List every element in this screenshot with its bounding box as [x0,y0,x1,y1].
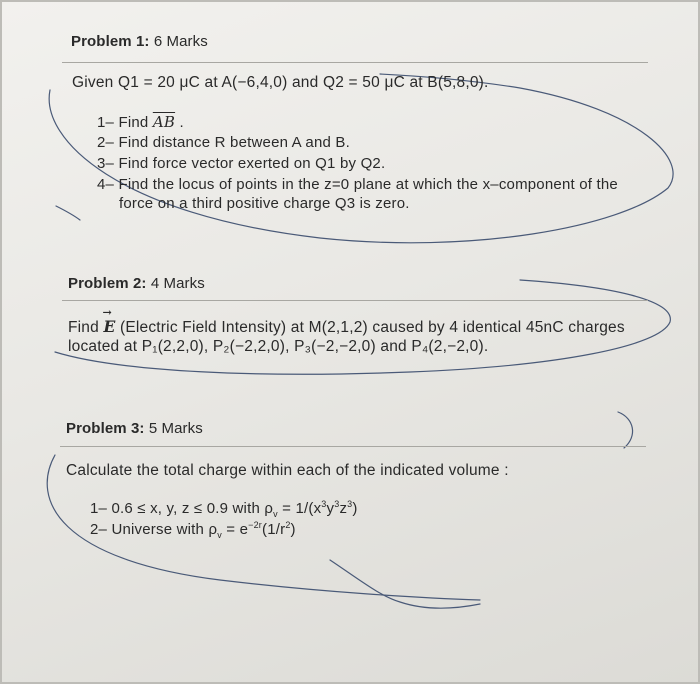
z-var: z [339,500,348,517]
problem3-item1-text: 1– 0.6 ≤ x, y, z ≤ 0.9 with ρ [90,500,274,517]
problem1-item3: 3– Find force vector exerted on Q1 by Q2. [97,155,386,172]
vector-e: → E [103,317,115,336]
problem2-line1-suffix: (Electric Field Intensity) at M(2,1,2) caused by 4 identical 45nC charges [115,319,625,336]
problem1-given: Given Q1 = 20 μC at A(−6,4,0) and Q2 = 50 μC at B(5,8,0). [72,74,489,91]
problem2-line2: located at P₁(2,2,0), P₂(−2,2,0), P₃(−2,−2,0) and P₄(2,−2,0). [68,338,489,355]
problem3-label: Problem 3: [66,420,145,437]
problem3-item2 [90,521,296,538]
problem3-bracket-scribble [618,412,633,448]
problem3-item2-eq: = e [221,521,249,538]
problem1-marks: 6 Marks [153,33,208,50]
problem3-item2-text: 2– Universe with ρ [90,521,218,538]
r-exponent: 2 [285,520,291,530]
problem1-item4-line2: force on a third positive charge Q3 is zero. [119,195,410,212]
e-exponent: −2r [248,520,262,530]
problem3-item2-mid: (1/r [262,521,286,538]
problem1-label: Problem 1: [71,33,150,50]
problem3-heading [66,420,203,437]
problem2-rule [62,300,648,301]
problem1-item4-line1: 4– Find the locus of points in the z=0 plane at which the x–component of the [97,176,618,193]
problem1-tick-scribble [56,206,80,220]
problem1-item1-suffix: . [175,114,184,131]
problem3-item1 [90,500,358,517]
z-exponent: 3 [347,499,353,509]
problem1-item2: 2– Find distance R between A and B. [97,134,350,151]
problem3-item1-end: ) [352,500,358,517]
problem3-intro: Calculate the total charge within each of the indicated volume : [66,462,509,479]
problem2-marks: 4 Marks [150,275,205,292]
problem1-heading [71,33,208,50]
vector-ab: $\overline{AB}$ [152,113,176,131]
problem2-line1-prefix: Find [68,319,104,336]
problem2-heading [68,275,205,292]
problem2-label: Problem 2: [68,275,147,292]
y-var: y [326,500,335,517]
rho-subscript: v [273,509,278,519]
problem1-item1 [97,113,184,131]
problem3-rule [60,446,646,447]
problem3-arrow-scribble [330,560,480,608]
problem2-line1 [68,317,625,337]
problem3-item2-end: ) [290,521,296,538]
problem3-item1-eq: = 1/(x [277,500,322,517]
y-exponent: 3 [334,499,340,509]
x-exponent: 3 [321,499,327,509]
problem1-rule [62,62,648,63]
rho-subscript-2: v [217,530,222,540]
problem3-marks: 5 Marks [148,420,203,437]
problem1-item1-prefix: 1– Find [97,114,153,131]
